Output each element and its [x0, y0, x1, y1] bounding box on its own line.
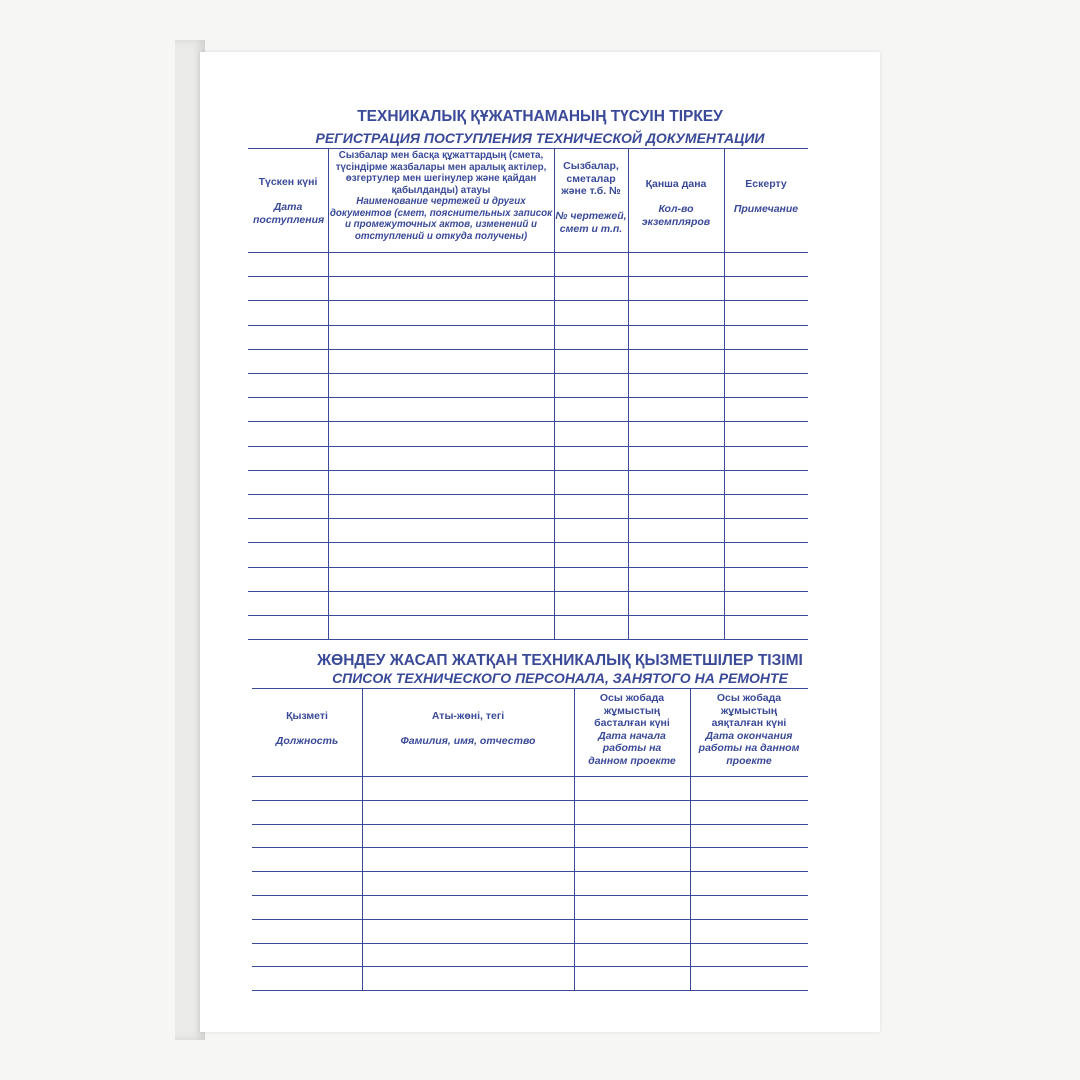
s2-col-line [690, 688, 691, 990]
s1-col-line [628, 148, 629, 639]
s2-col-start-header: Осы жобада жұмыстың басталған күні Дата начала работы на данном проекте [588, 692, 676, 767]
s2-col-end-header: Осы жобада жұмыстың аяқталған күні Дата окончания работы на данном проекте [698, 692, 800, 767]
section2-title-kz: ЖӨНДЕУ ЖАСАП ЖАТҚАН ТЕХНИКАЛЫҚ ҚЫЗМЕТШІЛЕР ТІЗІМІ [317, 652, 803, 669]
s2-col-position-header: Қызметі Должность [275, 710, 339, 747]
s2-row-line [252, 871, 808, 872]
s2-row-line [252, 966, 808, 967]
s2-col-line [574, 688, 575, 990]
s1-col-qty-header: Қанша дана Кол-во экземпляров [641, 178, 711, 228]
s1-col-line [328, 148, 329, 639]
s2-col-line [362, 688, 363, 990]
section2-title-ru: СПИСОК ТЕХНИЧЕСКОГО ПЕРСОНАЛА, ЗАНЯТОГО НА РЕМОНТЕ [332, 670, 788, 686]
s2-col-fullname-header: Аты-жөні, тегі Фамилия, имя, отчество [400, 710, 536, 747]
s1-col-name-header: Сызбалар мен басқа құжаттардың (смета, түсіндірме жазбалары мен аралық актілер, өзгертулер мен шегінулер және қайдан қабылданды) атауы Наименование чертежей и других документов (смет, пояснительных записок и промежуточных актов, изменений и отступлений и откуда получены) [329, 150, 553, 242]
s1-col-note-header: Ескерту Примечание [733, 178, 799, 215]
s2-row-line [252, 824, 808, 825]
s2-row-line [252, 895, 808, 896]
s2-row-line [252, 919, 808, 920]
s2-top-line [252, 688, 808, 689]
form-page [200, 52, 880, 1032]
s1-row-line [248, 639, 808, 640]
section2-table [252, 688, 808, 988]
section1-title-ru: РЕГИСТРАЦИЯ ПОСТУПЛЕНИЯ ТЕХНИЧЕСКОЙ ДОКУМЕНТАЦИИ [315, 130, 765, 146]
s2-row-line [252, 800, 808, 801]
section1-title-kz: ТЕХНИКАЛЫҚ ҚҰЖАТНАМАНЫҢ ТҮСУІН ТІРКЕУ [357, 108, 723, 125]
s1-col-line [724, 148, 725, 639]
s1-col-number-header: Сызбалар, сметалар және т.б. № № чертежей, смет и т.п. [555, 160, 627, 235]
s1-col-line [554, 148, 555, 639]
s2-row-line [252, 943, 808, 944]
s2-header-bottom-line [252, 776, 808, 777]
s2-row-line [252, 990, 808, 991]
s1-col-date-header: Түскен күні Дата поступления [253, 176, 325, 226]
s2-row-line [252, 847, 808, 848]
section1-table [248, 148, 808, 638]
